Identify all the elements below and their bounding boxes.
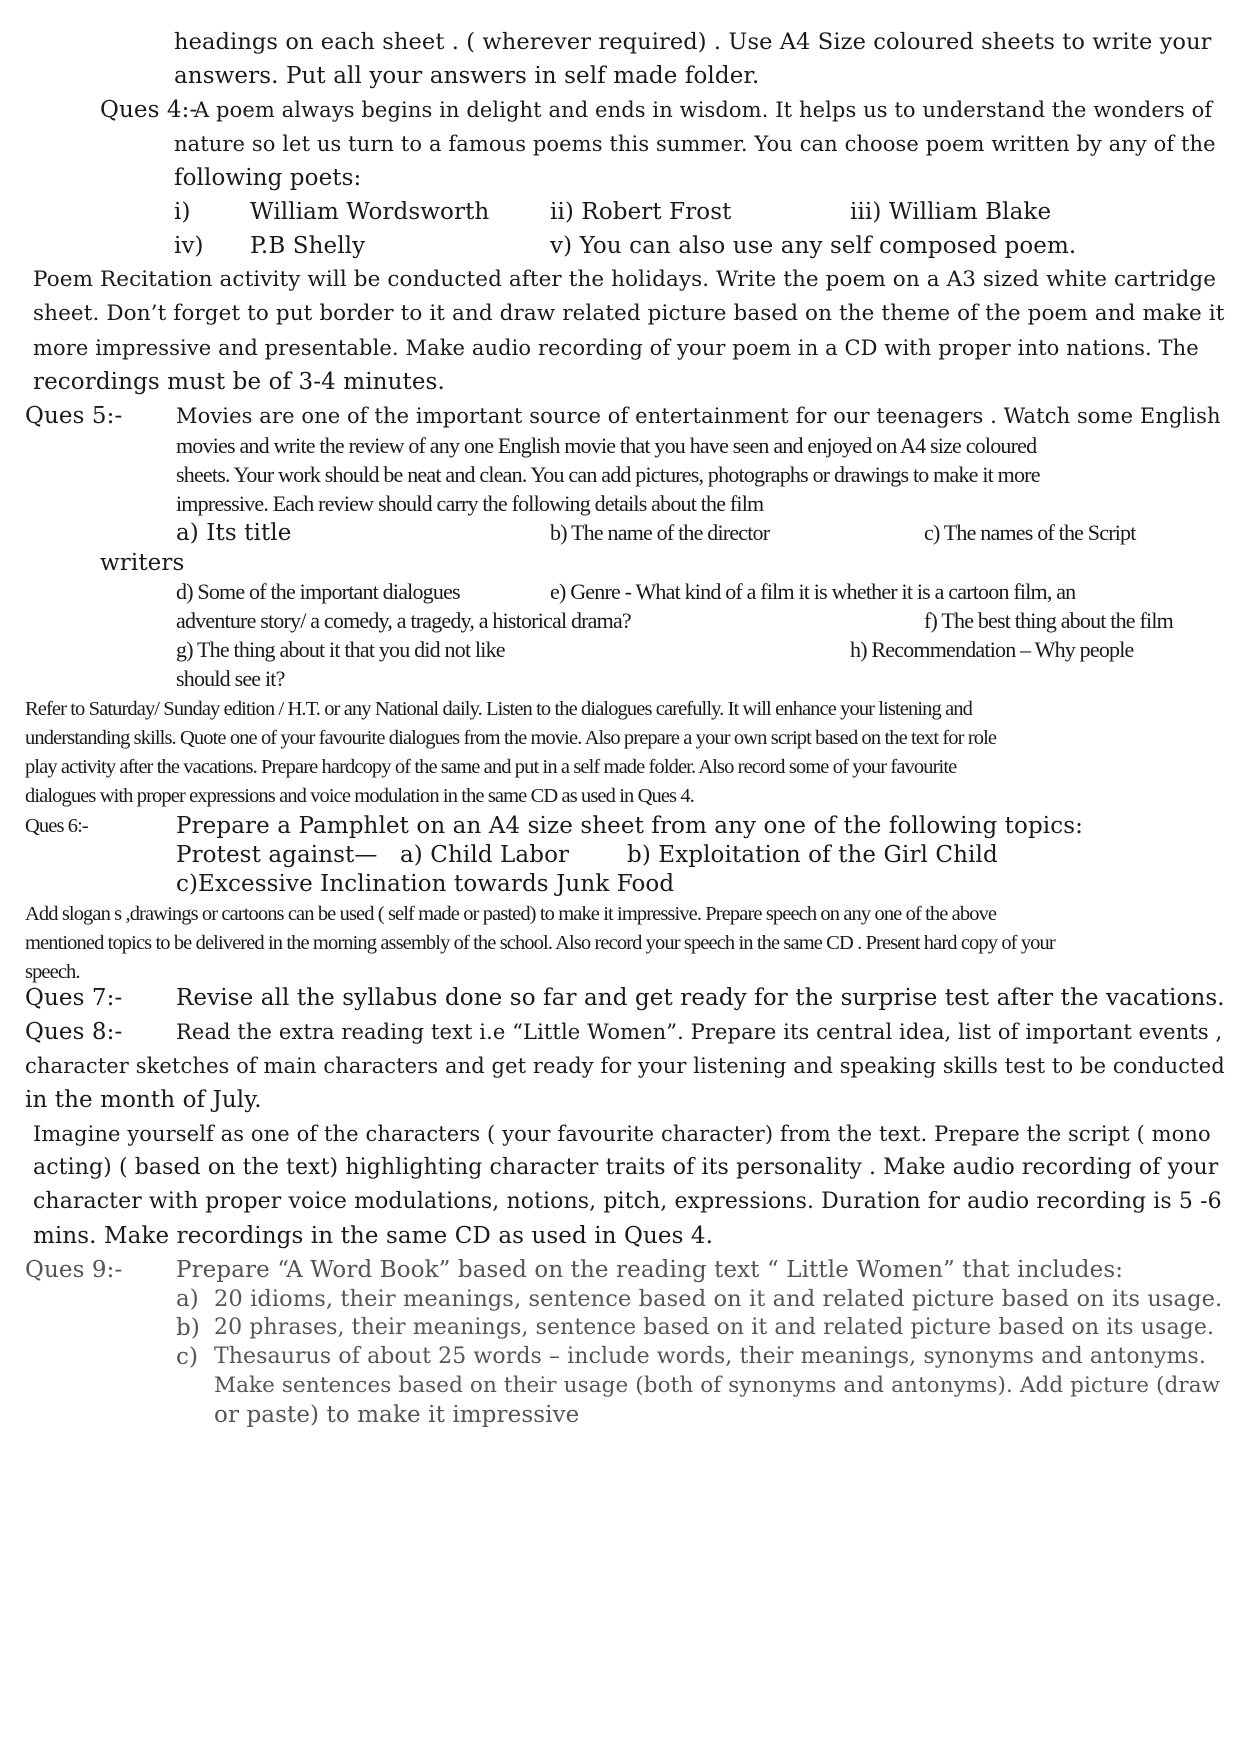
list-item: 20 phrases, their meanings, sentence based on it and related picture based on its usage. [214,1315,1215,1340]
question-text: A poem always begins in delight and ends in wisdom. It helps us to understand the wonders of [194,98,1213,122]
question-text: impressive. Each review should carry the following details about the film [176,491,764,516]
question-label: Ques 5:- [25,403,123,429]
detail-item: b) The name of the director [550,520,770,545]
detail-item-continued: writers [100,550,185,576]
question-text: Prepare a Pamphlet on an A4 size sheet from any one of the following topics: [176,813,1083,839]
paragraph-line: recordings must be of 3-4 minutes. [33,369,445,395]
paragraph-line: understanding skills. Quote one of your favourite dialogues from the movie. Also prepare a your own script based on the text for role [25,727,997,749]
option-text: iii) William Blake [850,199,1052,225]
option-text: ii) Robert Frost [550,199,732,225]
question-text: Read the extra reading text i.e “Little Women”. Prepare its central idea, list of important events , [176,1020,1223,1044]
question-label: Ques 7:- [25,985,123,1011]
paragraph-line: acting) ( based on the text) highlighting character traits of its personality . Make audio recording of your [33,1155,1219,1180]
list-number: c) [176,1344,199,1370]
question-label: Ques 4:- [100,97,198,123]
question-text: following poets: [174,165,362,191]
option-text: v) You can also use any self composed poem. [550,233,1077,259]
detail-item: c) The names of the Script [924,520,1136,545]
question-text: Revise all the syllabus done so far and get ready for the surprise test after the vacations. [176,985,1225,1011]
paragraph-line: more impressive and presentable. Make audio recording of your poem in a CD with proper into nations. The [33,336,1199,360]
list-item: 20 idioms, their meanings, sentence based on it and related picture based on its usage. [214,1286,1223,1312]
paragraph-line: sheet. Don’t forget to put border to it and draw related picture based on the theme of the poem and make it [33,301,1225,326]
list-number: b) [176,1315,200,1341]
question-text: nature so let us turn to a famous poems this summer. You can choose poem written by any of the [174,132,1216,156]
list-item-continued: or paste) to make it impressive [214,1402,580,1428]
detail-item: g) The thing about it that you did not like [176,637,505,662]
paragraph-line: character with proper voice modulations, notions, pitch, expressions. Duration for audio recording is 5 -6 [33,1189,1222,1214]
topic-prefix: Protest against— [176,842,378,868]
detail-item-continued: should see it? [176,666,285,691]
paragraph-line: mentioned topics to be delivered in the morning assembly of the school. Also record your speech in the same CD . Present hard copy of your [25,932,1055,954]
list-number: a) [176,1286,199,1312]
question-text: character sketches of main characters and get ready for your listening and speaking skills test to be conducted [25,1054,1225,1078]
topic-item: c)Excessive Inclination towards Junk Food [176,871,675,897]
question-text: movies and write the review of any one English movie that you have seen and enjoyed on A4 size coloured [176,433,1037,458]
paragraph-line: play activity after the vacations. Prepare hardcopy of the same and put in a self made folder. Also record some of your favourite [25,756,957,778]
detail-item: a) Its title [176,520,292,546]
detail-item-continued: adventure story/ a comedy, a tragedy, a historical drama? [176,608,631,633]
paragraph-line: Add slogan s ,drawings or cartoons can be used ( self made or pasted) to make it impressive. Prepare speech on any one of the above [25,903,997,925]
question-label: Ques 6:- [25,815,88,837]
list-item: Thesaurus of about 25 words – include words, their meanings, synonyms and antonyms. [214,1344,1206,1369]
detail-item: d) Some of the important dialogues [176,579,460,604]
paragraph-line: Poem Recitation activity will be conducted after the holidays. Write the poem on a A3 sized white cartridge [33,267,1217,292]
detail-item: f) The best thing about the film [924,608,1173,633]
topic-item: a) Child Labor [400,842,570,868]
option-number: iv) [174,233,204,259]
detail-item: e) Genre - What kind of a film it is whether it is a cartoon film, an [550,579,1076,604]
question-text: Prepare “A Word Book” based on the reading text “ Little Women” that includes: [176,1257,1124,1283]
topic-item: b) Exploitation of the Girl Child [627,842,998,868]
intro-line: headings on each sheet . ( wherever required) . Use A4 Size coloured sheets to write your [174,29,1212,55]
paragraph-line: dialogues with proper expressions and voice modulation in the same CD as used in Ques 4. [25,785,694,807]
paragraph-line: Imagine yourself as one of the characters ( your favourite character) from the text. Prepare the script ( mono [33,1122,1211,1146]
question-label: Ques 8:- [25,1019,123,1045]
option-text: P.B Shelly [250,233,366,259]
option-number: i) [174,199,191,225]
paragraph-line: Refer to Saturday/ Sunday edition / H.T. or any National daily. Listen to the dialogues carefully. It will enhance your listening and [25,698,972,720]
question-text: Movies are one of the important source of entertainment for our teenagers . Watch some English [176,404,1221,428]
paragraph-line: mins. Make recordings in the same CD as used in Ques 4. [33,1223,714,1249]
intro-line: answers. Put all your answers in self made folder. [174,63,760,89]
list-item-continued: Make sentences based on their usage (both of synonyms and antonyms). Add picture (draw [214,1373,1221,1398]
detail-item: h) Recommendation – Why people [850,637,1134,662]
question-label: Ques 9:- [25,1257,123,1283]
question-text: sheets. Your work should be neat and clean. You can add pictures, photographs or drawings to make it more [176,462,1040,487]
option-text: William Wordsworth [250,199,490,225]
question-text: in the month of July. [25,1087,262,1113]
paragraph-line: speech. [25,961,80,983]
